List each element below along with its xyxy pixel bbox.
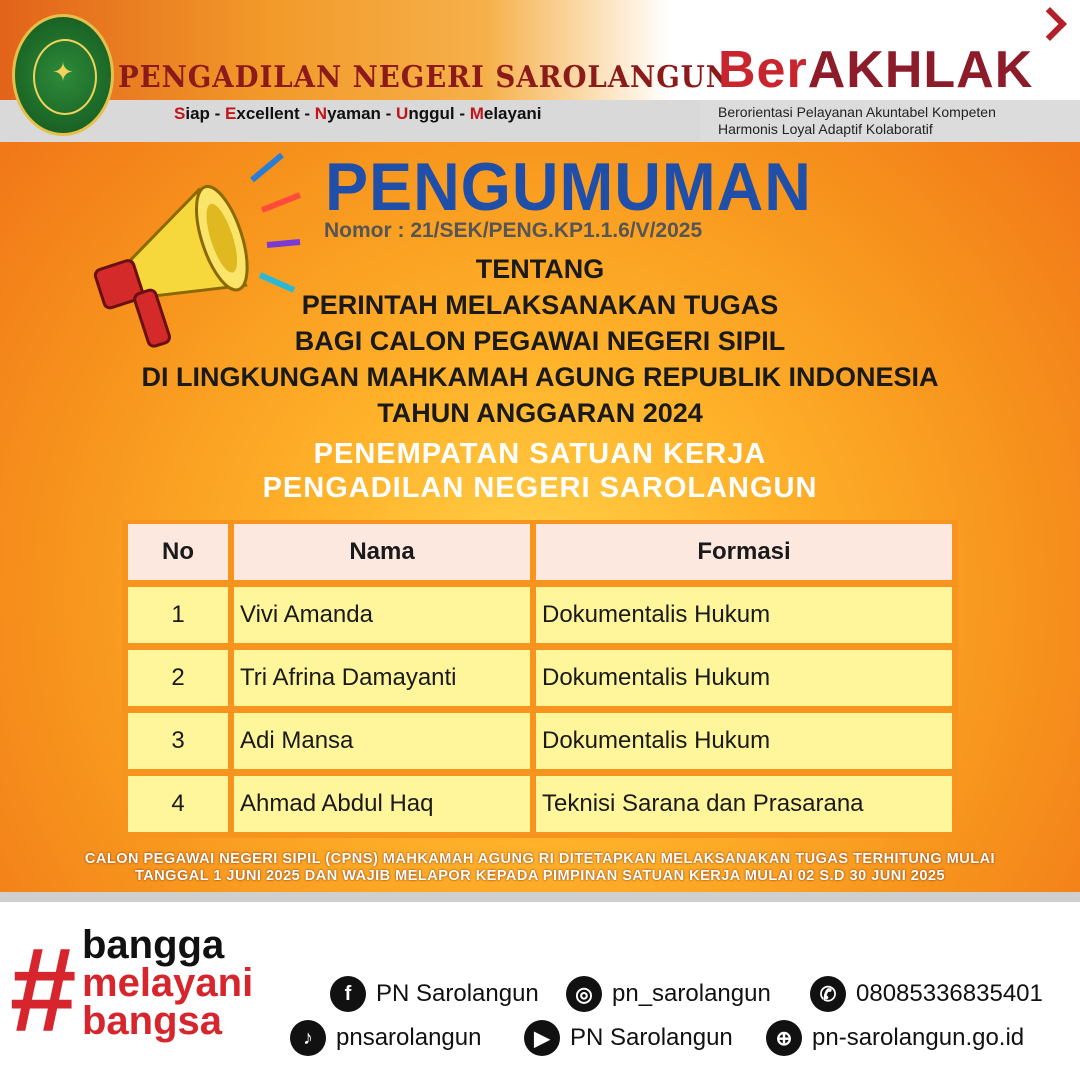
table-row-nama: Ahmad Abdul Haq (234, 776, 530, 832)
table-row-formasi: Dokumentalis Hukum (536, 650, 952, 706)
table-row-no: 1 (128, 587, 228, 643)
placement-line-2: PENGADILAN NEGERI SAROLANGUN (262, 472, 818, 504)
table-row-nama: Tri Afrina Damayanti (234, 650, 530, 706)
table-row-nama: Adi Mansa (234, 713, 530, 769)
berakhlak-tagline: Berorientasi Pelayanan Akuntabel Kompeten Harmonis Loyal Adaptif Kolaboratif (718, 104, 996, 137)
court-name: PENGADILAN NEGERI SAROLANGUN (118, 60, 732, 95)
table-row-formasi: Dokumentalis Hukum (536, 713, 952, 769)
table-row-formasi: Dokumentalis Hukum (536, 587, 952, 643)
facebook-icon: f (330, 976, 366, 1012)
motto: Siap - Excellent - Nyaman - Unggul - Melayani (174, 104, 542, 123)
about-line-3: BAGI CALON PEGAWAI NEGERI SIPIL (294, 326, 786, 356)
hashtag-icon: # (8, 923, 75, 1057)
youtube-link[interactable]: ▶ PN Sarolangun (524, 1020, 733, 1056)
about-line-4: DI LINGKUNGAN MAHKAMAH AGUNG REPUBLIK INDONESIA (141, 362, 939, 392)
facebook-link[interactable]: f PN Sarolangun (330, 976, 539, 1012)
globe-icon: ⊕ (766, 1020, 802, 1056)
table-header-nama: Nama (234, 524, 530, 580)
instagram-icon: ◎ (566, 976, 602, 1012)
cpns-table (122, 520, 958, 838)
table-row-nama: Vivi Amanda (234, 587, 530, 643)
notice-text: CALON PEGAWAI NEGERI SIPIL (CPNS) MAHKAMAH AGUNG RI DITETAPKAN MELAKSANAKAN TUGAS TERHITUNG MULAI TANGGAL 1 JUNI 2025 DAN WAJIB MELAPOR KEPADA PIMPINAN SATUAN KERJA MULAI 02 S.D 30 JUNI 2025 (84, 851, 996, 884)
table-row-no: 4 (128, 776, 228, 832)
tiktok-icon: ♪ (290, 1020, 326, 1056)
whatsapp-link[interactable]: ✆ 08085336835401 (810, 976, 1043, 1012)
table-header-no: No (128, 524, 228, 580)
about-line-2: PERINTAH MELAKSANAKAN TUGAS (301, 290, 779, 320)
court-logo-icon: ✦ (12, 14, 114, 136)
about-line-1: TENTANG (475, 254, 605, 284)
slogan: bangga melayani bangsa (82, 923, 254, 1043)
instagram-link[interactable]: ◎ pn_sarolangun (566, 976, 771, 1012)
announcement-number: Nomor : 21/SEK/PENG.KP1.1.6/V/2025 (324, 219, 703, 242)
page-title: PENGUMUMAN (325, 149, 812, 225)
tiktok-link[interactable]: ♪ pnsarolangun (290, 1020, 481, 1056)
table-row-no: 3 (128, 713, 228, 769)
table-header-formasi: Formasi (536, 524, 952, 580)
website-link[interactable]: ⊕ pn-sarolangun.go.id (766, 1020, 1024, 1056)
berakhlak-logo: BerAKHLAK (718, 41, 1034, 99)
youtube-icon: ▶ (524, 1020, 560, 1056)
about-line-5: TAHUN ANGGARAN 2024 (377, 398, 703, 428)
placement-line-1: PENEMPATAN SATUAN KERJA (313, 438, 767, 470)
whatsapp-icon: ✆ (810, 976, 846, 1012)
table-row-formasi: Teknisi Sarana dan Prasarana (536, 776, 952, 832)
table-row-no: 2 (128, 650, 228, 706)
